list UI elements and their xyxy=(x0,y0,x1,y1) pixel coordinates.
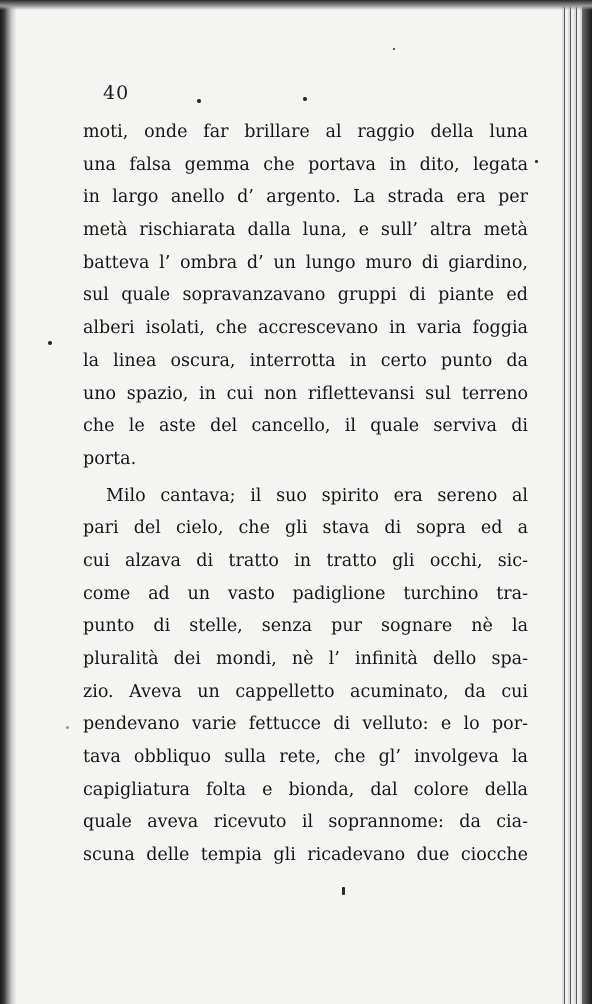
text-line: pari del cielo, che gli stava di sopra ed a xyxy=(83,518,528,539)
ink-speck xyxy=(48,341,52,345)
text-line: che le aste del cancello, il quale serviva di xyxy=(83,416,528,437)
text-line: moti, onde far brillare al raggio della luna xyxy=(83,122,528,142)
top-edge-shadow xyxy=(0,0,592,10)
ink-speck xyxy=(535,160,538,163)
ink-speck xyxy=(66,726,69,729)
text-line: sul quale sopravanzavano gruppi di piante ed xyxy=(83,285,528,306)
text-line: quale aveva ricevuto il soprannome: da cia- xyxy=(83,812,528,833)
page-edge-shadow xyxy=(582,0,592,1004)
text-line: la linea oscura, interrotta in certo punto da xyxy=(83,350,528,371)
ink-speck xyxy=(303,97,307,101)
ink-speck xyxy=(393,48,395,50)
text-line: metà rischiarata dalla luna, e sull’ altra metà xyxy=(83,220,528,241)
text-line: porta. xyxy=(83,448,137,469)
text-line: zio. Aveva un cappelletto acuminato, da cui xyxy=(83,681,528,702)
body-text xyxy=(83,116,528,872)
text-line: uno spazio, in cui non riflettevansi sul terreno xyxy=(83,383,528,404)
text-line: capigliatura folta e bionda, dal colore della xyxy=(83,779,528,800)
text-line: scuna delle tempia gli ricadevano due ciocche xyxy=(83,845,528,866)
text-line: tava obbliquo sulla rete, che gl’ involgeva la xyxy=(83,747,528,768)
ink-speck xyxy=(197,99,201,103)
ink-speck xyxy=(342,887,345,895)
page-number: 40 xyxy=(103,82,130,104)
text-line: Milo cantava; il suo spirito era sereno al xyxy=(106,485,528,506)
text-line: punto di stelle, senza pur sognare nè la xyxy=(83,616,528,637)
text-line: pendevano varie fettucce di velluto: e lo por- xyxy=(83,714,528,735)
text-line: pluralità dei mondi, nè l’ infinità dello spa- xyxy=(83,649,528,669)
text-line: una falsa gemma che portava in dito, legata xyxy=(83,154,528,175)
text-line: cui alzava di tratto in tratto gli occhi, sic- xyxy=(83,550,528,571)
binding-shadow xyxy=(0,0,16,1004)
text-line: batteva l’ ombra d’ un lungo muro di giardino, xyxy=(83,252,528,273)
text-line: alberi isolati, che accrescevano in varia foggia xyxy=(83,318,528,339)
text-line: in largo anello d’ argento. La strada era per xyxy=(83,187,528,208)
text-line: come ad un vasto padiglione turchino tra- xyxy=(83,583,528,604)
